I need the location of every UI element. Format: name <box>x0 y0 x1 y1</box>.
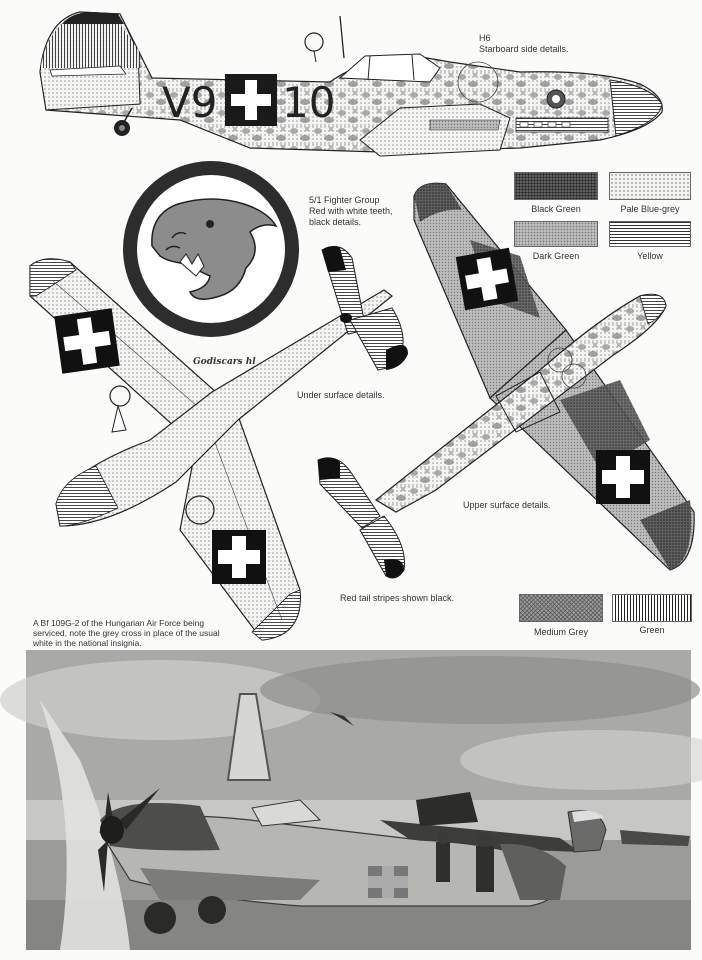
swatch-pale-blue-grey <box>609 172 691 200</box>
under-surface-caption: Under surface details. <box>297 390 385 400</box>
badge-caption-line3: black details. <box>309 217 362 227</box>
swatch-medium-grey <box>519 594 603 622</box>
photo-caption-line2: serviced, note the grey cross in place of the usual <box>33 628 220 638</box>
label-dark-green: Dark Green <box>532 251 580 261</box>
side-code-left: V9 <box>162 78 218 127</box>
side-code-right: 10 <box>282 78 336 127</box>
swatch-green <box>612 594 692 622</box>
photo-caption-line3: white in the national insignia. <box>33 638 142 648</box>
side-view-aircraft <box>40 12 662 156</box>
tail-stripes-caption: Red tail stripes shown black. <box>340 593 455 603</box>
side-caption-line1: H6 <box>479 33 491 43</box>
side-caption-line2: Starboard side details. <box>479 44 569 54</box>
badge-caption-line1: 5/1 Fighter Group <box>309 195 380 205</box>
upper-surface-caption: Upper surface details. <box>463 500 551 510</box>
swatch-dark-green <box>514 221 598 247</box>
badge-caption <box>309 195 393 228</box>
label-green: Green <box>639 625 665 635</box>
swatch-yellow <box>609 221 691 247</box>
photo-scene <box>0 650 702 950</box>
photo-caption-line1: A Bf 109G-2 of the Hungarian Air Force being <box>33 618 205 628</box>
label-pale-blue-grey: Pale Blue-grey <box>620 204 680 214</box>
unit-badge-panther <box>123 161 299 337</box>
label-black-green: Black Green <box>531 204 581 214</box>
badge-caption-line2: Red with white teeth, <box>309 206 393 216</box>
swatch-black-green <box>514 172 598 200</box>
artist-signature: Godiscars hl <box>193 357 256 367</box>
photo-caption <box>33 618 220 648</box>
label-medium-grey: Medium Grey <box>533 627 588 637</box>
side-view-caption <box>479 33 569 55</box>
label-yellow: Yellow <box>637 251 663 261</box>
